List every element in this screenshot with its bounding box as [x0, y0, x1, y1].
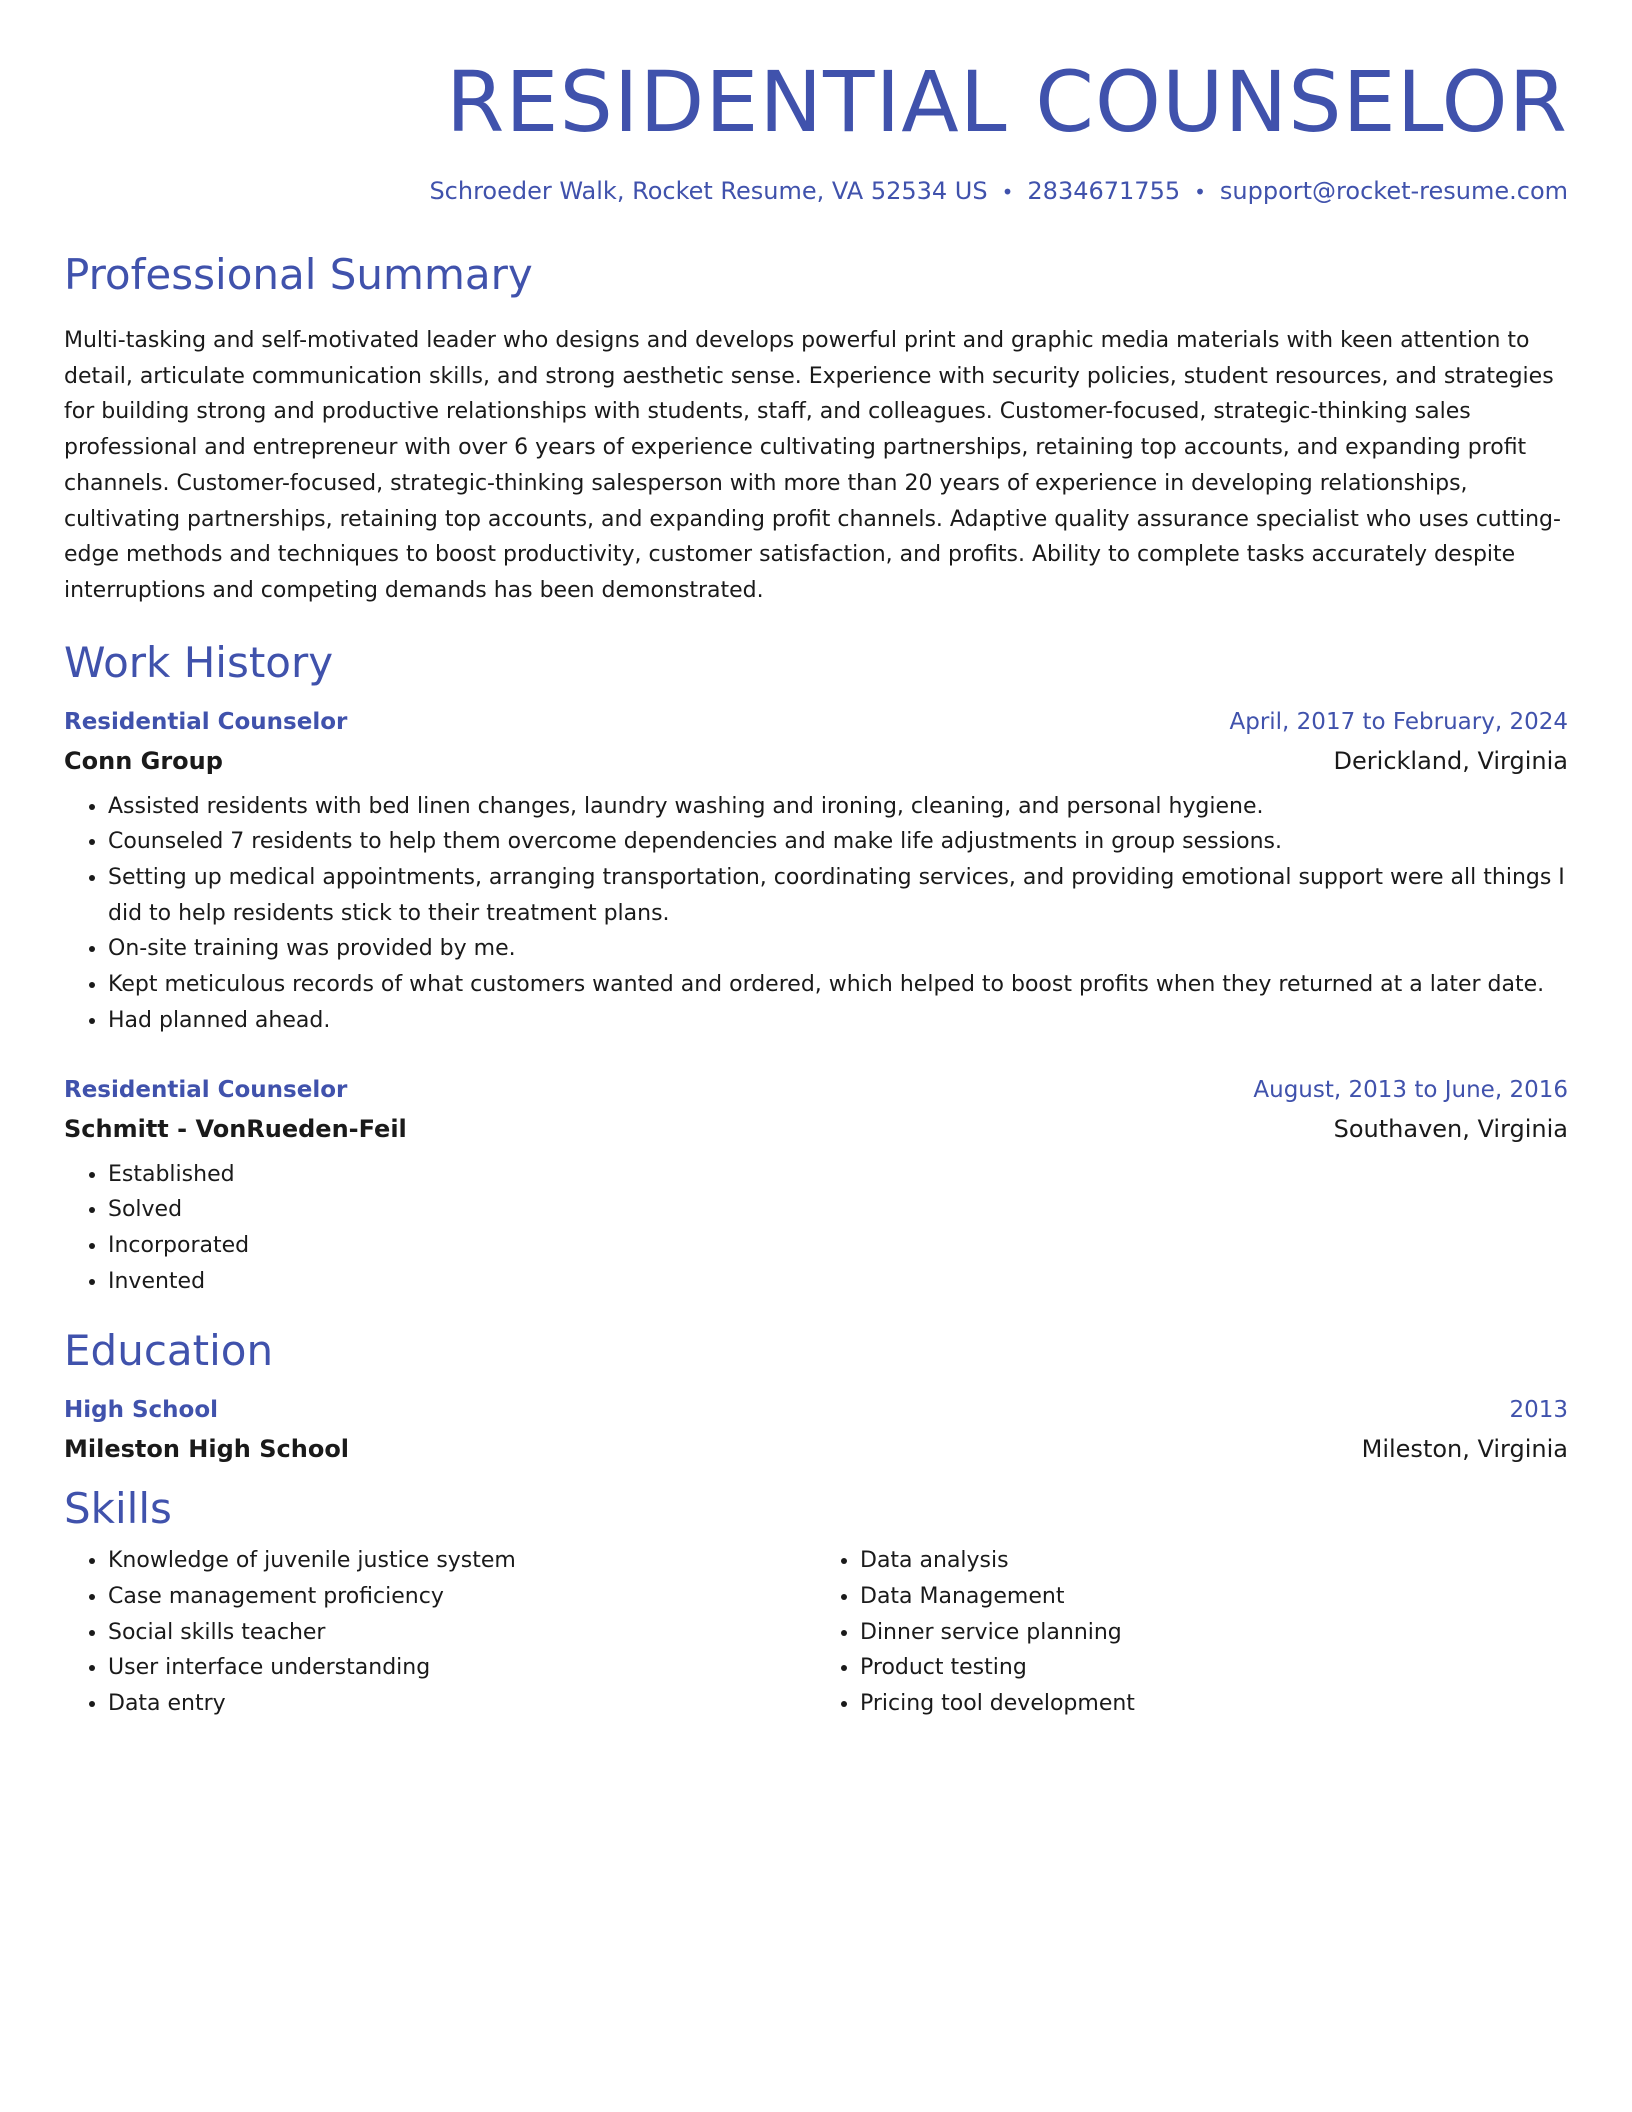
education-location: Mileston, Virginia — [1361, 1435, 1568, 1464]
resume-name: RESIDENTIAL COUNSELOR — [446, 53, 1568, 151]
job-role-row — [64, 705, 1568, 739]
job-company: Conn Group — [64, 746, 223, 775]
education-entry — [64, 1393, 1568, 1467]
job-location: Southaven, Virginia — [1333, 1114, 1568, 1143]
job-bullet: • Kept meticulous records of what customers wanted and ordered, which helped to boost profits when they returned at a later date. — [108, 967, 1568, 1003]
job-entry — [64, 705, 1568, 1039]
summary-text: Multi-tasking and self-motivated leader who designs and develops powerful print and graphic media materials with keen attention to detail, articulate communication skills, and strong aesthetic sense. Experience with security policies, student resources, and strategies for building strong and productive relationships with students, staff, and colleagues. Customer-focused, strategic-thinking sales professional and entrepreneur with over 6 years of experience cultivating partnerships, retaining top accounts, and expanding profit channels. Customer-focused, strategic-thinking salesperson with more than 20 years of experience in developing relationships, cultivating partnerships, retaining top accounts, and expanding profit channels. Adaptive quality assurance specialist who uses cutting-edge methods and techniques to boost productivity, customer satisfaction, and profits. Ability to complete tasks accurately despite interruptions and competing demands has been demonstrated. — [64, 328, 1561, 603]
skill-item: • Data Management — [860, 1579, 1568, 1615]
job-title: Residential Counselor — [64, 1076, 348, 1103]
skill-item: • Pricing tool development — [860, 1686, 1568, 1722]
contact-email: support@rocket-resume.com — [1219, 177, 1568, 205]
skills-list — [64, 1543, 1568, 1722]
job-bullet: • Had planned ahead. — [108, 1003, 1568, 1039]
job-bullet: • On-site training was provided by me. — [108, 931, 1568, 967]
skill-item: • Data entry — [108, 1686, 816, 1722]
skill-item: • Knowledge of juvenile justice system — [108, 1543, 816, 1579]
education-degree: High School — [64, 1397, 219, 1424]
job-title: Residential Counselor — [64, 708, 348, 735]
contact-line — [64, 174, 1568, 209]
education-degree-row — [64, 1393, 1568, 1427]
skills-column-left — [64, 1543, 816, 1722]
job-company-row — [64, 1111, 1568, 1147]
education-heading: Education — [64, 1326, 274, 1376]
job-bullet: • Assisted residents with bed linen changes, laundry washing and ironing, cleaning, and personal hygiene. — [108, 789, 1568, 825]
job-bullet: • Solved — [108, 1192, 1568, 1228]
job-entry — [64, 1073, 1568, 1300]
skills-bullets-right — [816, 1543, 1568, 1722]
job-bullets — [64, 789, 1568, 1039]
contact-address: Schroeder Walk, Rocket Resume, VA 52534 US — [429, 177, 988, 205]
job-bullet: • Counseled 7 residents to help them overcome dependencies and make life adjustments in group sessions. — [108, 824, 1568, 860]
education-year: 2013 — [1509, 1397, 1568, 1424]
job-role-row — [64, 1073, 1568, 1107]
summary-heading: Professional Summary — [64, 250, 533, 299]
skill-item: • Social skills teacher — [108, 1615, 816, 1651]
contact-separator: • — [1194, 180, 1206, 204]
job-dates: August, 2013 to June, 2016 — [1253, 1076, 1568, 1103]
skill-item: • User interface understanding — [108, 1650, 816, 1686]
education-school-row — [64, 1431, 1568, 1467]
job-bullets — [64, 1157, 1568, 1300]
job-location: Derickland, Virginia — [1333, 746, 1568, 775]
skill-item: • Data analysis — [860, 1543, 1568, 1579]
job-company-row — [64, 743, 1568, 779]
job-bullet: • Setting up medical appointments, arranging transportation, coordinating services, and providing emotional support were all things I did to help residents stick to their treatment plans. — [108, 860, 1568, 931]
education-school: Mileston High School — [64, 1435, 350, 1464]
job-company: Schmitt - VonRueden-Feil — [64, 1114, 407, 1143]
work-history-heading: Work History — [64, 637, 334, 687]
job-bullet: • Invented — [108, 1264, 1568, 1300]
skills-heading: Skills — [64, 1484, 172, 1534]
skills-bullets-left — [64, 1543, 816, 1722]
job-bullet: • Incorporated — [108, 1228, 1568, 1264]
skill-item: • Case management proficiency — [108, 1579, 816, 1615]
skill-item: • Dinner service planning — [860, 1615, 1568, 1651]
contact-phone: 2834671755 — [1027, 177, 1181, 205]
skill-item: • Product testing — [860, 1650, 1568, 1686]
contact-separator: • — [1001, 180, 1014, 204]
skills-column-right — [816, 1543, 1568, 1722]
job-bullet: • Established — [108, 1157, 1568, 1193]
job-dates: April, 2017 to February, 2024 — [1229, 708, 1568, 735]
